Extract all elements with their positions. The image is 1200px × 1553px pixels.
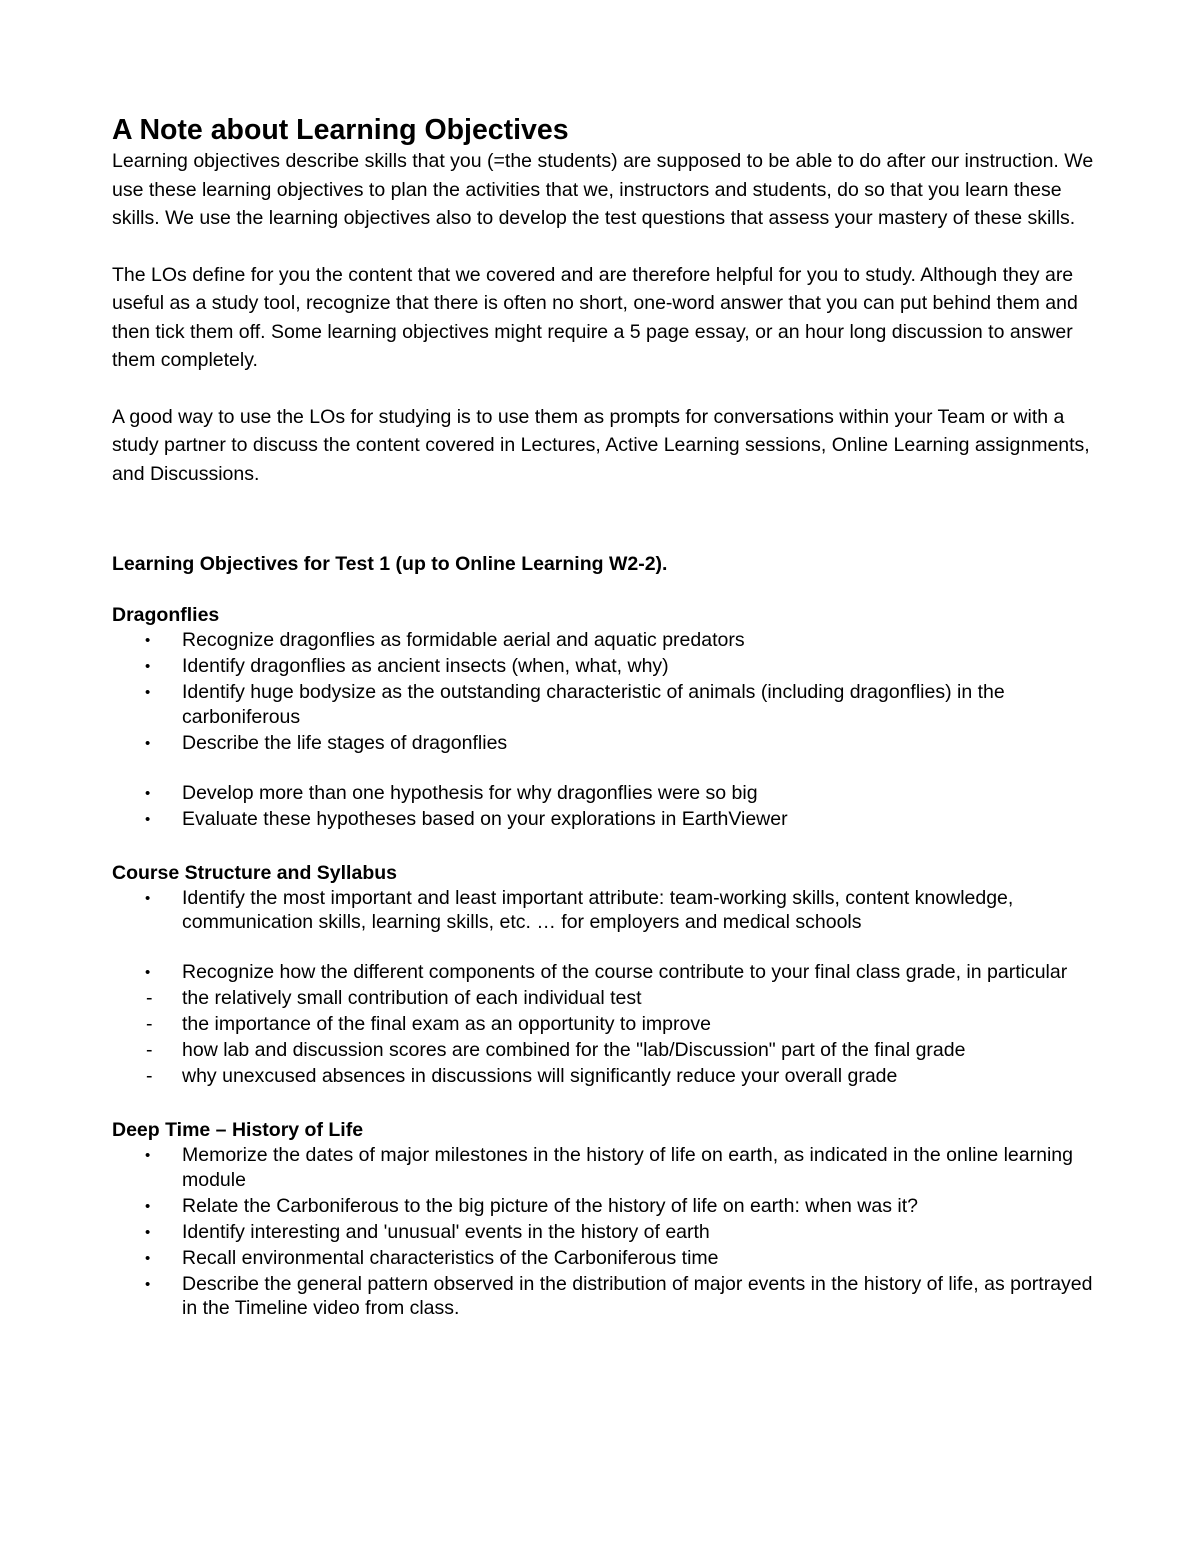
list-item: [112, 807, 1100, 832]
section-title: Deep Time – History of Life: [112, 1119, 364, 1141]
bullet-marker: •: [145, 1223, 151, 1241]
section-spacer: [112, 833, 1100, 860]
intro-paragraph-3: A good way to use the LOs for studying is to use them as prompts for conversations within your Team or with a study partner to discuss the content covered in Lectures, Active Learning sessions, Online Learning assignments, and Discussions.: [112, 405, 1090, 485]
list-item-text: Describe the general pattern observed in the distribution of major events in the history of life, as portrayed in the Timeline video from class.: [182, 1272, 1093, 1319]
intro-paragraph-1: Learning objectives describe skills that you (=the students) are supposed to be able to do after our instruction. We use these learning objectives to plan the activities that we, instructors and students, do so that you learn these skills. We use the learning objectives also to develop the test questions that assess your mastery of these skills.: [112, 150, 1094, 229]
list-item: [112, 628, 1100, 653]
list-item-text: Identify the most important and least important attribute: team-working skills, content knowledge, communication skills, learning skills, etc. … for employers and medical schools: [182, 886, 1014, 933]
bullet-marker: •: [145, 810, 151, 828]
section-title: Course Structure and Syllabus: [112, 861, 397, 884]
objective-list: [112, 960, 1100, 1089]
list-item: [112, 960, 1100, 985]
section-spacer: [112, 488, 1100, 551]
bullet-marker: •: [145, 1147, 151, 1164]
list-item-text: the relatively small contribution of each individual test: [182, 987, 642, 1009]
list-item-text: Describe the life stages of dragonflies: [182, 731, 508, 754]
dash-marker: -: [146, 987, 153, 1009]
bullet-marker: •: [145, 1249, 151, 1267]
paragraph-spacer: [112, 233, 1100, 261]
dash-marker: -: [146, 1013, 153, 1035]
page-title: A Note about Learning Objectives: [112, 114, 569, 146]
bullet-marker: •: [145, 684, 151, 701]
list-item-text: how lab and discussion scores are combined for the "lab/Discussion" part of the final grade: [182, 1039, 966, 1061]
list-item-text: Develop more than one hypothesis for why dragonflies were so big: [182, 781, 758, 804]
list-item-text: Evaluate these hypotheses based on your explorations in EarthViewer: [182, 807, 788, 830]
list-item: [112, 731, 1100, 756]
bullet-marker: •: [145, 1197, 151, 1215]
list-item: [112, 1012, 1100, 1037]
list-item-text: Memorize the dates of major milestones in the history of life on earth, as indicated in the online learning module: [182, 1144, 1073, 1191]
intro-paragraph-2: The LOs define for you the content that we covered and are therefore helpful for you to study. Although they are useful as a study tool, recognize that there is often no short, one-word answer that you can put behind them and then tick them off. Some learning objectives might require a 5 page essay, or an hour long discussion to answer them completely.: [112, 263, 1078, 371]
objective-sections: [112, 577, 1100, 1321]
dash-marker: -: [146, 1065, 153, 1087]
objective-list: [112, 628, 1100, 755]
list-item-text: Relate the Carboniferous to the big picture of the history of life on earth: when was it?: [182, 1194, 919, 1217]
bullet-marker: •: [145, 784, 151, 802]
list-item: [112, 1143, 1100, 1192]
list-item: [112, 1220, 1100, 1245]
list-item-text: Identify huge bodysize as the outstanding characteristic of animals (including dragonflies) in the carboniferous: [182, 681, 1005, 728]
list-item: [112, 654, 1100, 679]
list-item-text: Identify interesting and 'unusual' events in the history of earth: [182, 1220, 710, 1243]
objective-list: [112, 886, 1100, 935]
list-item: [112, 680, 1100, 729]
list-item-text: Recall environmental characteristics of the Carboniferous time: [182, 1246, 719, 1269]
list-item: [112, 1064, 1100, 1089]
objective-list: [112, 1143, 1100, 1321]
list-item-text: the importance of the final exam as an opportunity to improve: [182, 1013, 711, 1035]
list-item: [112, 986, 1100, 1011]
bullet-marker: •: [145, 734, 151, 752]
list-item: [112, 1038, 1100, 1063]
dash-marker: -: [146, 1039, 153, 1061]
bullet-marker: •: [145, 889, 151, 907]
list-item-text: Recognize dragonflies as formidable aerial and aquatic predators: [182, 629, 745, 651]
bullet-marker: •: [145, 632, 151, 649]
list-item: [112, 1246, 1100, 1271]
section-spacer: [112, 1090, 1100, 1117]
list-item: [112, 781, 1100, 806]
list-item: [112, 1272, 1100, 1321]
list-item-text: Identify dragonflies as ancient insects (when, what, why): [182, 655, 669, 677]
group-spacer: [112, 936, 1100, 960]
list-item-text: Recognize how the different components of the course contribute to your final class grade, in particular: [182, 961, 1068, 983]
section-title: Dragonflies: [112, 604, 220, 626]
paragraph-spacer: [112, 375, 1100, 403]
test-heading: Learning Objectives for Test 1 (up to Online Learning W2-2).: [112, 553, 668, 575]
list-item: [112, 1194, 1100, 1219]
list-item: [112, 886, 1100, 935]
list-item-text: why unexcused absences in discussions will significantly reduce your overall grade: [182, 1065, 898, 1087]
bullet-marker: •: [145, 964, 151, 981]
bullet-marker: •: [145, 658, 151, 675]
bullet-marker: •: [145, 1275, 151, 1293]
group-spacer: [112, 757, 1100, 781]
section-spacer: [112, 577, 1100, 602]
objective-list: [112, 781, 1100, 832]
